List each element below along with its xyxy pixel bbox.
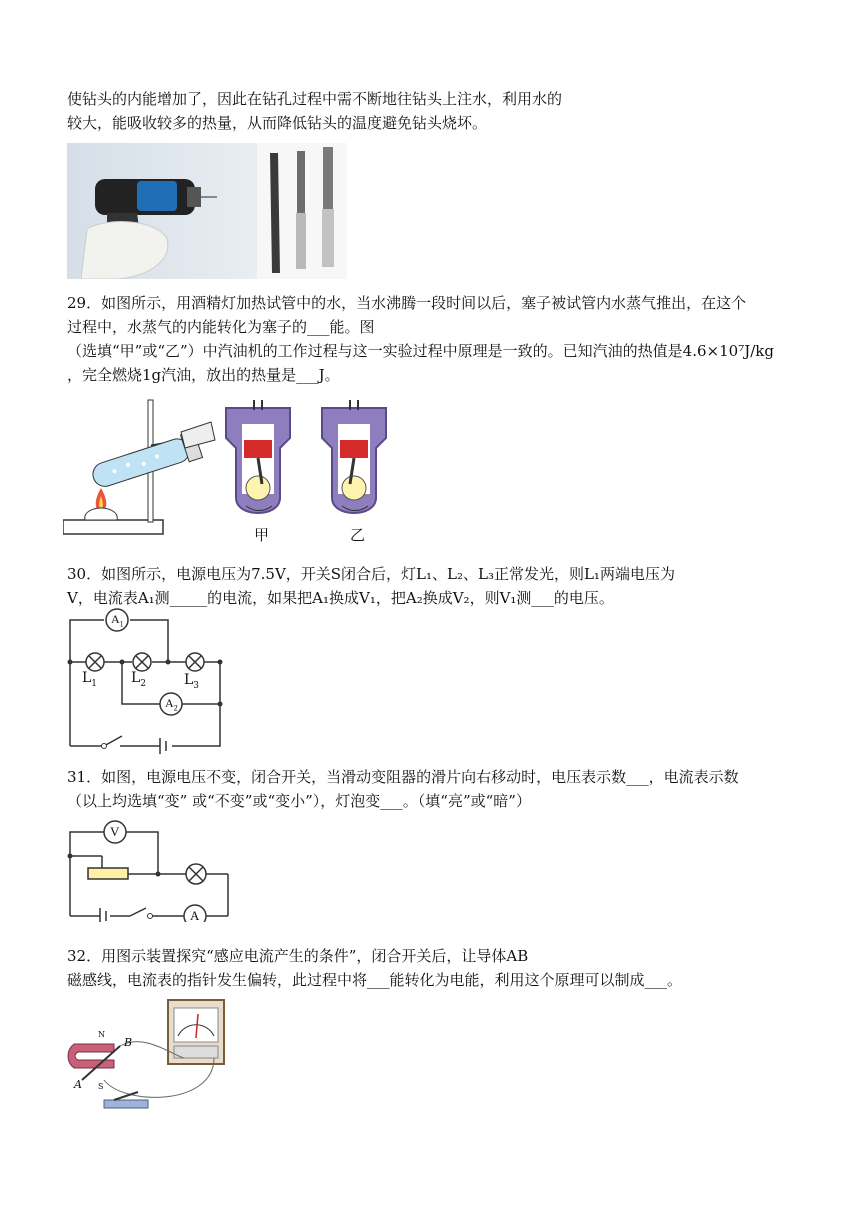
test-tube-apparatus	[63, 392, 223, 542]
ammeter-a2-sub: 2	[173, 703, 178, 713]
q28-line-1: 使钻头的内能增加了，因此在钻孔过程中需不断地往钻头上注水，利用水的	[67, 90, 563, 108]
q28-line-2: 较大，能吸收较多的热量，从而降低钻头的温度避免钻头烧坏。	[67, 114, 488, 132]
q29-line-1: 29．如图所示，用酒精灯加热试管中的水，当水沸腾一段时间以后，塞子被试管内水蒸气推出，在这个	[67, 294, 747, 312]
ammeter-a1-sub: 1	[119, 619, 124, 629]
q32-line-1: 32．用图示装置探究“感应电流产生的条件”，闭合开关后，让导体AB	[67, 947, 529, 965]
induction-apparatus	[64, 996, 234, 1114]
ammeter-a1-letter: A	[111, 612, 120, 626]
lamp-l3-letter: L	[184, 672, 194, 688]
circuit-q30	[60, 608, 230, 754]
lamp-l1-sub: 1	[91, 678, 98, 689]
lamp-l2-label	[131, 670, 146, 689]
ammeter-a: A	[190, 908, 200, 923]
lamp-l2-letter: L	[131, 670, 141, 686]
engine-yi-diagram	[312, 388, 396, 548]
lamp-l3-sub: 3	[193, 680, 200, 691]
circuit-q31	[62, 818, 232, 922]
engine-jia-diagram	[216, 388, 300, 548]
q29-line-2: 过程中，水蒸气的内能转化为塞子的___能。图	[67, 318, 375, 336]
ammeter-a1	[111, 612, 124, 628]
q29-line-4: ，完全燃烧1g汽油，放出的热量是___J。	[67, 366, 340, 384]
lamp-l1-letter: L	[82, 670, 92, 686]
q31-line-2: （以上均选填“变” 或“不变”或“变小”），灯泡变___。（填“亮”或“暗”）	[67, 792, 531, 810]
lamp-l2-sub: 2	[140, 678, 147, 689]
q29-line-3: （选填“甲”或“乙”）中汽油机的工作过程与这一实验过程中原理是一致的。已知汽油的热值是4.6×10⁷J/kg	[67, 342, 774, 360]
conductor-b-label: B	[124, 1036, 133, 1049]
voltmeter-v: V	[110, 824, 120, 839]
ammeter-a2	[165, 696, 178, 712]
q30-line-2: V，电流表A₁测_____的电流，如果把A₁换成V₁，把A₂换成V₂，则V₁测___的电压。	[67, 589, 614, 607]
lamp-l3-label	[184, 672, 199, 691]
magnet-s-label: S	[98, 1082, 104, 1091]
ammeter-a2-letter: A	[165, 696, 174, 710]
magnet-n-label: N	[98, 1030, 105, 1039]
drill-photos	[67, 143, 347, 279]
conductor-a-label: A	[74, 1078, 82, 1091]
engine-jia-label: 甲	[254, 526, 270, 544]
q30-line-1: 30．如图所示，电源电压为7.5V，开关S闭合后，灯L₁、L₂、L₃正常发光，则L₁两端电压为	[67, 565, 675, 583]
q31-line-1: 31．如图，电源电压不变，闭合开关，当滑动变阻器的滑片向右移动时，电压表示数___，电流表示数	[67, 768, 739, 786]
lamp-l1-label	[82, 670, 97, 689]
engine-yi-label: 乙	[350, 526, 366, 544]
q32-line-2: 磁感线，电流表的指针发生偏转，此过程中将___能转化为电能，利用这个原理可以制成___。	[67, 971, 683, 989]
